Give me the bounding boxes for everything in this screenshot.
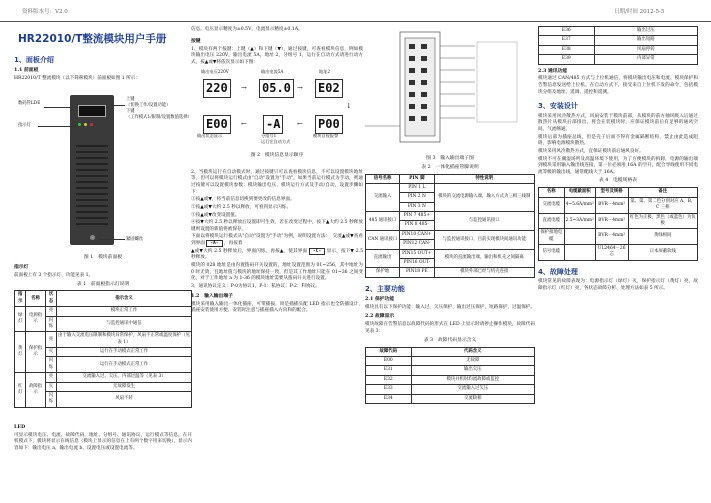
label-output-current: 输出电流5A [261, 68, 284, 74]
table-cell: 日本屏蔽软线 [628, 245, 698, 261]
table-cell: 风扇不转 [57, 391, 192, 407]
fault-meaning: 交流缺相 [411, 394, 534, 403]
screw-icon [90, 235, 95, 240]
table-cell: 闪烁 [45, 391, 56, 407]
fault-code: E32 [366, 375, 412, 384]
table-header: 指示含义 [57, 291, 192, 307]
pin-signal: PE [421, 269, 428, 275]
label-up-key-desc: （切换工作/设置功能） [126, 102, 171, 108]
table-2-caption: 表 2 一体化插座管脚说明 [421, 164, 479, 170]
address-text: 模块的 028 地址是由内置拨码开关设置的，地址设置范围为 01~256，其中地址为 0 时无效，且地址值与模块的地址保持一致，但是其工作地址只能在 01~36 之间变化，对于工作地址 a 为 1-36 的模块地址需要从拨码开关进行设置。 [191, 263, 363, 282]
indicator-table [14, 290, 192, 407]
cable-spec-table [538, 187, 698, 260]
vent-grill [76, 163, 108, 165]
label-down-key-desc: （工作模式1/限制/设置数值选择） [126, 114, 192, 120]
segment-display-current: 05.0 [259, 79, 294, 98]
info-display-figure [191, 69, 363, 169]
vent-grill [76, 145, 108, 147]
table-cell: BVR－4mm² [595, 213, 628, 229]
fault-code-table [365, 347, 535, 404]
subsection-1-2: 1.2 输入输出端子 [191, 292, 233, 299]
arrow-right-icon: → [241, 83, 247, 92]
fault-meaning: 交流输入过欠压 [411, 385, 534, 394]
table-cell: 亮 [45, 373, 56, 382]
indicator-intro: 前面板上有 3 个指示灯，功能见表 1。 [14, 272, 94, 278]
table-cell: 灭 [45, 382, 56, 391]
led-text: 可显示模块电压、电流、故障代码、地址、分组号、通讯协议、运行模式等信息。在开机模式下，模块将显示在线信息（模块上显示的信息在上有两个数字用来切换），显示内容如下：输出电压 a，输出电流 b，设置电压或设置电流等。 [14, 432, 192, 451]
table-cell: 黄绿相间 [628, 229, 698, 245]
fault-meaning: 输出短路 [594, 36, 697, 45]
fault-code: E33 [366, 385, 412, 394]
fault-meaning: 输出过压 [594, 27, 697, 36]
fault-code: E00 [366, 357, 412, 366]
label-lcd: 数码管LDE [18, 100, 41, 106]
segment-display-protocol: P00 [315, 115, 343, 134]
fault-meaning: 模块并机时均流故障或监控 [411, 375, 534, 384]
table-cell: PIN 3 N [400, 202, 434, 211]
install-text-3: 模块采用风冷散热方式，宜保证模块前后通风良好。 [538, 148, 644, 154]
communication-text: 模块通过 CAN/485 方式与上位机通信，将模块输出电压和电流、模块保护和告警信息发送给上位机。在自动方式下，接受来自上位机下发的命令，包括模块分组及地址、遥调、遥控和遥测。 [538, 76, 698, 95]
column-3 [365, 26, 535, 404]
example-text-a: 下面以将模块运行模式从"自动"设置为"手动"为例，说明设置方法： 交流▲或▼查看到界面 [191, 234, 363, 247]
table-header: 名称 [539, 188, 565, 197]
leader-line [38, 126, 78, 127]
vent-grill [76, 157, 108, 159]
protocol-text: 3、通讯协议定义：P-0为协议1，P-1：私协议；P-2：科协议。 [191, 284, 320, 290]
fault-meaning: 无故障 [411, 357, 534, 366]
buttons-heading: 按键 [191, 37, 201, 44]
step-2: ②按▲或▼大约 2.5 秒以释放，可看到显示闪烁。 [191, 204, 291, 210]
terminal-diagram [365, 26, 535, 150]
label-status: 输出状态显示 [197, 132, 223, 138]
table-cell: 由于输入交流电压限制和模块异常保护，风扇不正常或温度保护（见表 1） [57, 332, 192, 348]
table-cell: 亮 [45, 332, 56, 348]
fault-code: E38 [539, 45, 595, 54]
example-text-d: 显示，按下▼ 2.5 秒释放。 [191, 248, 363, 261]
label-down-key: 下键 [126, 108, 135, 114]
protection-text: 模块具有以下保护功能：输入过、欠压保护，输出过压保护，短路保护，过温保护。 [365, 304, 535, 310]
step-4: ④按▼大约 2.5 秒以释放后设置即可生效，若在改变过程中，按下▲大约 2.5 秒释放键则设置的新值将被保存。 [191, 220, 363, 232]
pin-signal: CAN- [418, 241, 431, 247]
figure-1-caption: 图 1 模块前面板 [83, 254, 123, 260]
table-cell: 直流电缆 [539, 213, 565, 229]
fault-meaning: 内部异常 [594, 55, 697, 64]
front-panel-intro: HR22010/T 整流模块（以下简称模块）前面板如图 1 所示： [14, 76, 140, 82]
red-led-icon [90, 123, 93, 126]
segment-display-mode: -A [263, 115, 283, 134]
mode-box-manual: -C- [309, 248, 325, 255]
pin-no: PIN 7 [403, 213, 417, 219]
lcd-window [78, 105, 106, 117]
vent-grill [76, 199, 108, 201]
table-header: 备注 [628, 188, 698, 197]
table-cell: 与监控通讯中通信 [57, 316, 192, 332]
table-cell: 交流输入过、欠压、内部过温等（见表 3） [57, 373, 192, 382]
vent-grill [76, 205, 108, 207]
section-3-heading: 3、安装设计 [538, 102, 578, 111]
arrow-left-icon: ← [297, 119, 303, 128]
leader-line [44, 107, 74, 108]
pin-no: PIN 1 [408, 184, 422, 190]
table-cell: 第、第、第二色分别对应 A、B、C 三相 [628, 197, 698, 213]
display-precision: 信息。电压显示精度为±0.5V，电流显示精度±0.1A。 [191, 27, 303, 32]
table-cell: 亮 [45, 307, 56, 316]
buttons-text: 1、模块有两个按键：上键（▲）和下键（▼），通过按键，可查看模块信息，例如模块输出电压 220V，输出电流 5A，地址 2，分组号 1，运行在自动方式请进行动方式，按▲或▼将依次显示如下图： [191, 46, 363, 65]
vent-grill [76, 217, 108, 219]
label-group: 分组号1 [261, 132, 277, 138]
fault-code: E34 [366, 394, 412, 403]
example-text-2 [191, 249, 363, 262]
pin-no: PIN12 [403, 241, 418, 247]
fault-code: E39 [539, 55, 595, 64]
table-cell: 交流输入 [366, 183, 400, 211]
pin-no: PIN 8 [404, 222, 418, 228]
table-cell: 485 通讯接口 [366, 212, 400, 231]
table-cell: 灭 [45, 348, 56, 357]
install-text-2: 模块后部为插座总线，但是壳子后面不得有金属隔断结构，禁止由此造成阻碍，影响电源模块散热。 [538, 134, 698, 147]
label-screw: 紧固螺丝 [126, 236, 144, 242]
document-title: HR22010/T整流模块用户手册 [18, 33, 167, 45]
table-cell: 运行在手动模式正常工作 [57, 348, 192, 357]
table-cell: 模块的交流电源输入端，输入方式为三相三线制 [434, 183, 534, 211]
yellow-led-icon [84, 123, 87, 126]
subsection-1-1: 1.1 前面板 [14, 67, 39, 74]
subsection-2-1: 2.1 保护功能 [365, 295, 395, 302]
pin-table [365, 174, 535, 278]
pin-signal: OUT+ [417, 250, 432, 256]
table-cell: 保护接地电缆 [539, 229, 565, 245]
step-1: ①按▲或▼，将当前信息切换到要更改的信息界面。 [191, 197, 295, 203]
table-header: PIN 脚 [400, 174, 434, 183]
table-cell: 交流电缆 [539, 197, 565, 213]
table-header: 型号及规格 [595, 188, 628, 197]
table-cell [400, 268, 434, 277]
subsection-2-3: 2.3 通讯功能 [538, 67, 568, 74]
table-cell: 保护地 [366, 268, 400, 277]
vent-grill [76, 151, 108, 153]
pin-signal: OUT- [419, 259, 431, 265]
figure-2-caption: 图 2 模块信息显示顺序 [250, 152, 304, 158]
table-cell: 红灯 [15, 373, 26, 408]
table-header: 电缆截面积 [564, 188, 595, 197]
table-cell: 黄灯 [15, 332, 26, 373]
table-cell: 保护指示 [26, 332, 45, 373]
table-cell: 故障指示 [26, 373, 45, 408]
arrow-right-icon: → [297, 83, 303, 92]
connector-side-view [477, 42, 517, 122]
vent-grill [76, 187, 108, 189]
label-up-key: 上键 [126, 96, 135, 102]
table-cell: 与监控通讯接口，目前实现模块间通讯功能 [434, 230, 534, 249]
table-cell: 模块的直流输出端，输出和机壳之间隔离 [434, 249, 534, 268]
table-cell: UL2464－26芯 [595, 245, 628, 261]
table-cell: 4~5.6A/mm² [564, 197, 595, 213]
table-cell: 红色为正极，黑色（或蓝色）为负极 [628, 213, 698, 229]
table-cell [400, 240, 434, 249]
setting-intro: 2、当模块运行在自动模式时，通过按键只可以查看模块信息，不可以设置模块地址等，但可以将模块运行模式由"自动"设置为"手动"。如果当前运行模式为手动，则通过按键可以设置模块参数：模块输出电压、模块运行方式及手动/自动，设置步骤如下： [191, 169, 363, 195]
led-heading: LED [14, 423, 26, 430]
table-cell: CAN 通讯接口 [366, 230, 400, 249]
front-panel-figure [14, 87, 192, 251]
green-led-icon [78, 123, 81, 126]
install-text-4: 模块不可在潮湿场所及高温环境下使用，为了方便模块的拆卸，电源的输出端到模块采用输入输出线连接，第一位必须用 16A 的空开，配合导线使用不同电流等级的输出线，通常配线大于 16A。 [538, 156, 698, 175]
leader-line [110, 105, 125, 106]
mode-box-auto: -A- [206, 240, 222, 247]
table-cell: 电源指示 [26, 307, 45, 332]
fault-meaning: 输出欠压 [411, 366, 534, 375]
vent-grill [76, 211, 108, 213]
table-cell: 运行在手动模式正常工作 [57, 357, 192, 373]
table-cell: 模块外部已经与机壳连接 [434, 268, 534, 277]
arrow-left-icon: ← [241, 119, 247, 128]
table-cell [400, 230, 434, 239]
pin-no: PIN10 [402, 231, 417, 237]
table-header: 代码含义 [411, 347, 534, 356]
table-header: 信号名称 [366, 174, 400, 183]
label-output-voltage: 输出电压220V [201, 68, 229, 74]
table-1-caption: 表 1 前面板指示灯说明 [76, 281, 130, 287]
indicator-heading: 指示灯 [14, 263, 29, 270]
table-cell: 2.5~3A/mm² [564, 213, 595, 229]
segment-display-address: E02 [315, 79, 343, 98]
vent-grill [76, 169, 108, 171]
leader-line [98, 239, 125, 240]
table-cell: 无故障发生 [57, 382, 192, 391]
table-header: 指示 [15, 291, 26, 307]
example-text-c: ▲或▼大约 2.5 秒释放后，界面闪烁，再按▲，使其界面 [191, 248, 308, 254]
vent-grill [76, 193, 108, 195]
vent-grill [76, 223, 108, 225]
table-cell [400, 258, 434, 267]
table-cell: 闪烁 [45, 357, 56, 373]
table-cell [564, 245, 595, 261]
page-header [0, 0, 711, 22]
section-2-heading: 2、主要功能 [365, 284, 405, 293]
subsection-2-2: 2.2 故障显示 [365, 313, 395, 320]
fault-code: E37 [539, 36, 595, 45]
pin-no: PIN18 [405, 269, 421, 275]
pin-signal: CAN+ [417, 231, 432, 237]
fault-code-table-continued [538, 26, 698, 65]
fault-display-text: 模块故障在告警信息以故障代码的形式在 LED 上显示时请停止操作模块，故障代码见表 3： [365, 322, 535, 335]
table-cell: BVR－4mm² [595, 229, 628, 245]
table-cell [400, 249, 434, 258]
table-cell: 直流输出 [366, 249, 400, 268]
label-auto-mode: 运行在自动方式 [261, 138, 291, 144]
fault-handling-text: 模块常见的故障表现为：电源指示灯（绿灯）灭，保护指示灯（黄灯）亮，故障指示灯（红灯）亮，各状态故障分析、处理方法如表 5 所示。 [538, 278, 698, 291]
table-cell: 模块正常工作 [57, 307, 192, 316]
fault-meaning: 风扇停转 [594, 45, 697, 54]
pin-signal: 485- [418, 222, 429, 228]
label-indicator: 指示灯 [18, 122, 31, 128]
table-4-caption: 表 4 电缆规格表 [598, 178, 638, 184]
table-cell: 与监控通讯接口 [434, 212, 534, 231]
segment-display-status: E00 [203, 115, 231, 134]
label-self-check: 模块自检报警 [313, 132, 339, 138]
pin-signal: L [422, 184, 426, 190]
column-4 [538, 26, 698, 293]
doc-date: 日期/时间 2012-5-5 [614, 9, 665, 15]
table-cell: 闪烁 [45, 316, 56, 332]
table-header: 故障代码 [366, 347, 412, 356]
doc-version: 资料版本号：V2.0 [22, 9, 68, 15]
figure-3-caption: 图 3 输入输出端子图 [426, 155, 474, 161]
terminal-text: 模块采用输入输出一体化插座，可带插拔，同是插插头配 LED 指示也全防插设计，插座安装使用方便，安装时注意与插座插入方向和的配合。 [191, 301, 363, 314]
section-4-heading: 4、故障处理 [538, 267, 578, 276]
column-1 [14, 26, 192, 454]
table-cell [400, 212, 434, 221]
pin-no: PIN16 [403, 259, 418, 265]
vent-grill [76, 181, 108, 183]
table-cell: BVR－4mm² [595, 197, 628, 213]
table-cell [564, 229, 595, 245]
step-3: ③按▲或▼改变设置值。 [191, 212, 240, 218]
table-header: 特性说明 [434, 174, 534, 183]
section-1-heading: 1、面板介绍 [14, 56, 54, 65]
connector-inner [405, 38, 435, 136]
table-header: 状态 [45, 291, 56, 307]
pin-no: PIN15 [402, 250, 417, 256]
table-cell: 绿灯 [15, 307, 26, 332]
module-device-illustration [70, 95, 114, 245]
table-header: 名称 [26, 291, 45, 307]
column-2 [191, 26, 363, 316]
vent-grill [76, 175, 108, 177]
label-address: 地址2 [319, 68, 331, 74]
table-cell: 信号电缆 [539, 245, 565, 261]
table-cell [400, 183, 434, 192]
example-text-b: ，再按着 [224, 241, 243, 247]
arrow-down-icon: ↓ [346, 101, 352, 110]
table-cell [400, 221, 434, 230]
fault-code: E36 [539, 27, 595, 36]
table-3-caption: 表 3 故障代码显示含义 [423, 337, 477, 343]
pin-signal: 485+ [417, 213, 430, 219]
segment-display-voltage: 220 [203, 79, 231, 98]
table-cell: PIN 2 N [400, 193, 434, 202]
example-text [191, 234, 363, 247]
fault-code: E31 [366, 366, 412, 375]
install-text-1: 模块采用风冷散热方式，风扇安装于模块前部，从模块的前方抽风吸入后通过散热片从模块后部排出，将会在装模块时，应保证模块前后有足够的通风空间，气流畅通。 [538, 113, 698, 132]
